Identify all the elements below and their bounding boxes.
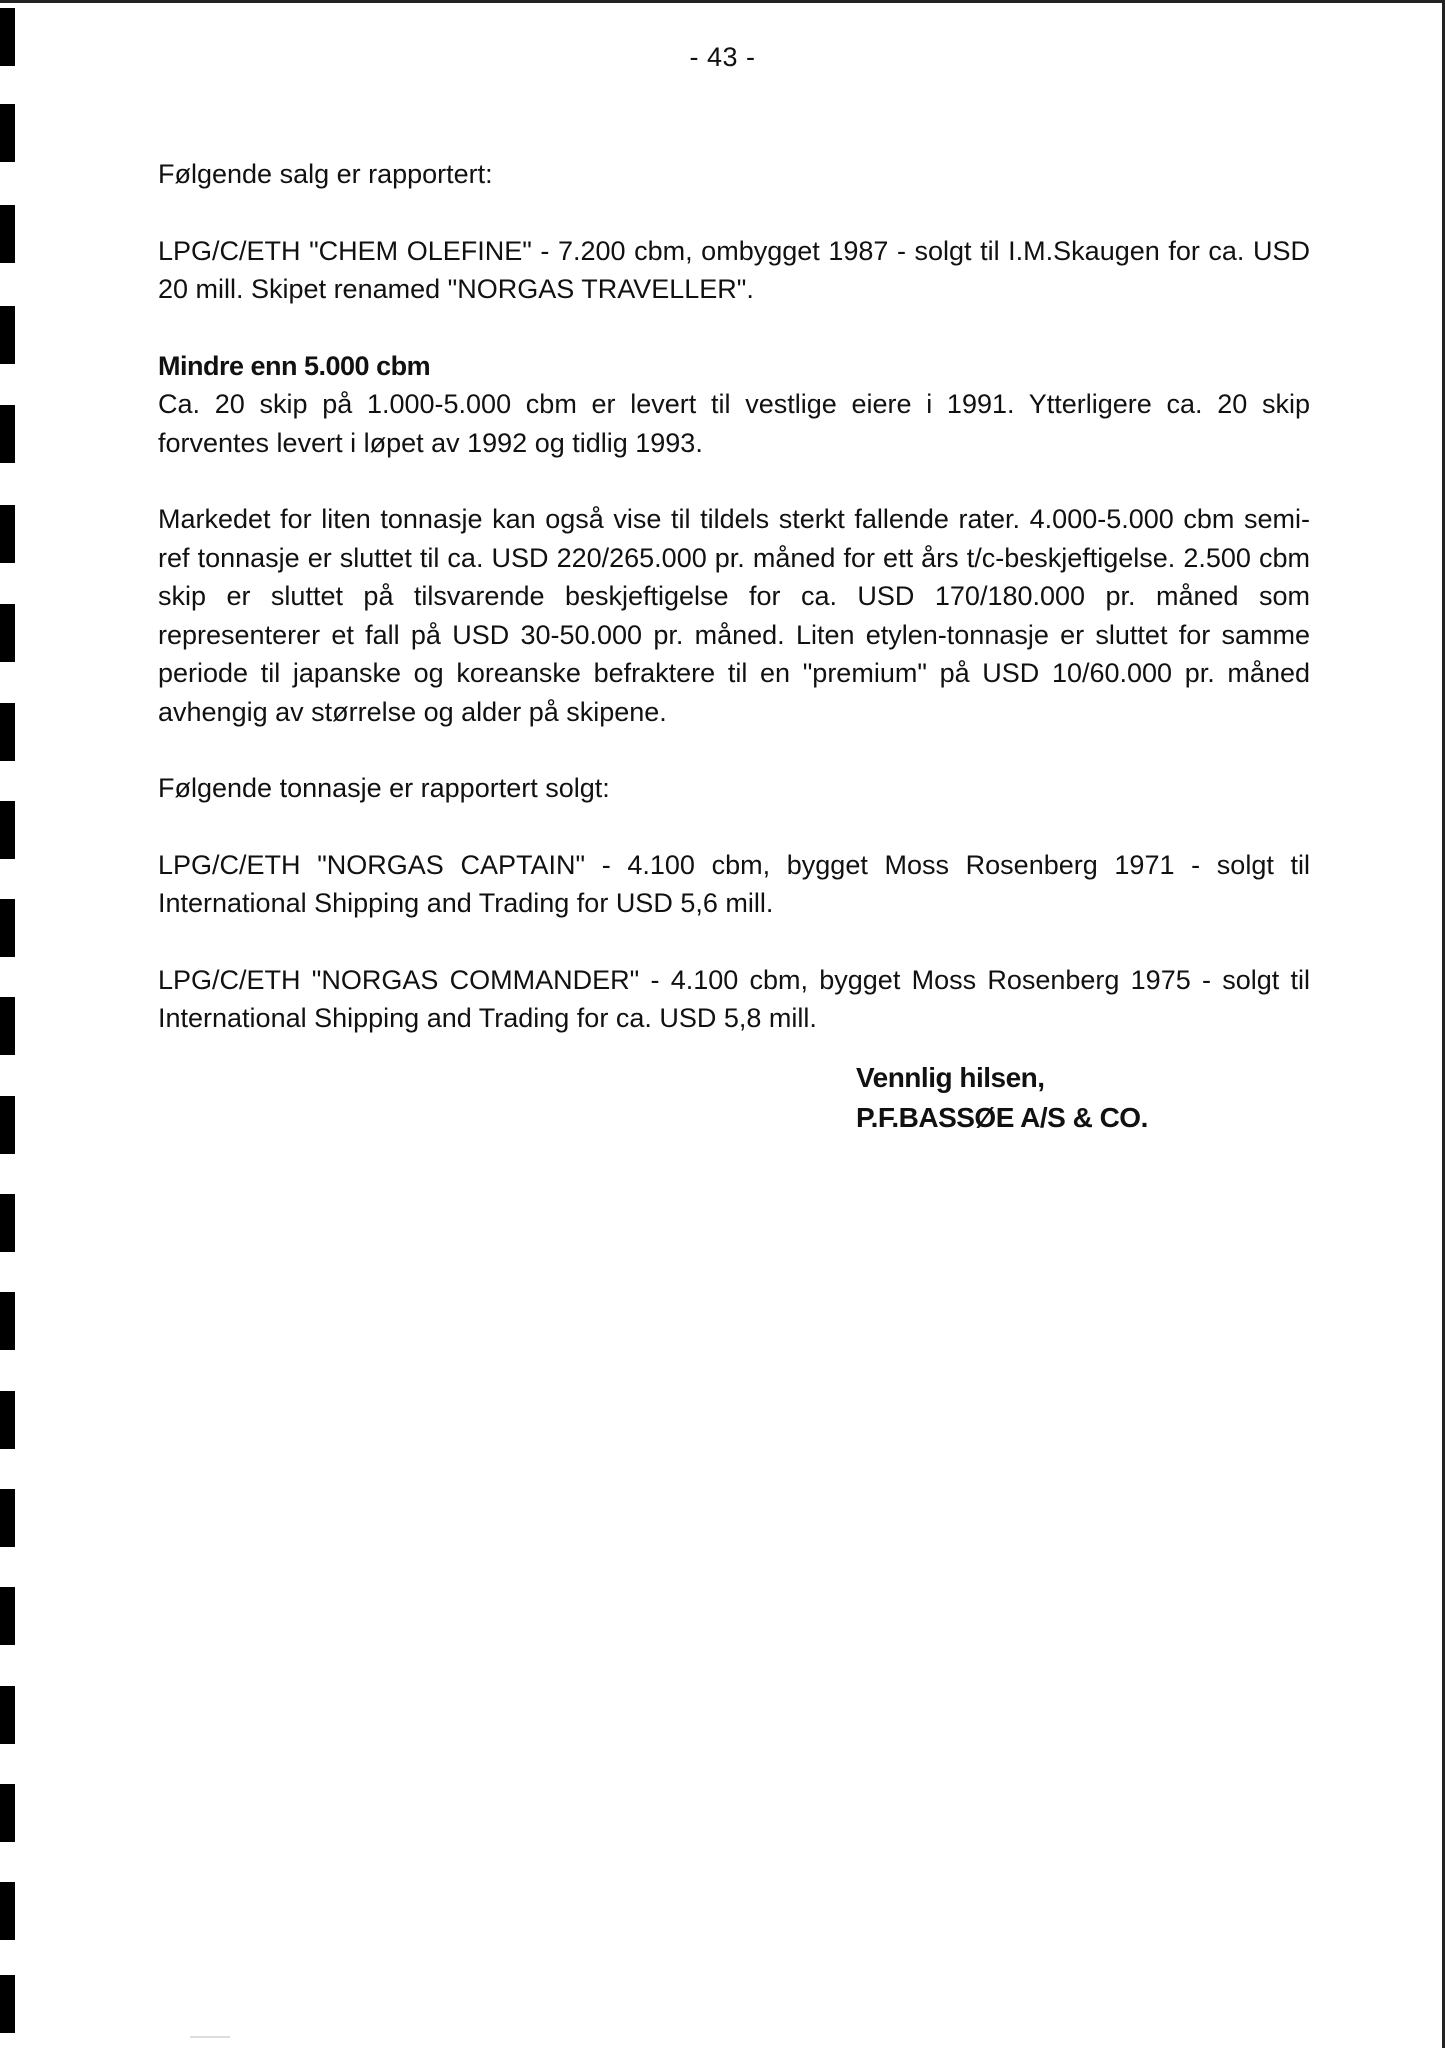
sale-paragraph-norgas-captain: LPG/C/ETH "NORGAS CAPTAIN" - 4.100 cbm, bygget Moss Rosenberg 1971 - solgt til International Shipping and Trading for USD 5,6 mill. xyxy=(158,849,1310,918)
market-paragraph: Markedet for liten tonnasje kan også vise til tildels sterkt fallende rater. 4.000-5.000 cbm semi-ref tonnasje er sluttet til ca. USD 220/265.000 pr. måned for ett års t/c-beskjeftigelse. 2.500 cbm skip er sluttet på tilsvarende beskjeftigelse for ca. USD 170/180.000 pr. måned som representerer et fall på USD 30-50.000 pr. måned. Liten etylen-tonnasje er sluttet for samme periode til japanske og koreanske befraktere til en "premium" på USD 10/60.000 pr. måned avhengig av størrelse og alder på skipene. xyxy=(158,504,1310,727)
binder-punch-marks xyxy=(0,0,20,2048)
punch-mark xyxy=(0,1975,15,2033)
section-heading: Mindre enn 5.000 cbm xyxy=(158,350,431,381)
sale-paragraph-norgas-commander: LPG/C/ETH "NORGAS COMMANDER" - 4.100 cbm, bygget Moss Rosenberg 1975 - solgt til International Shipping and Trading for ca. USD 5,8 mill. xyxy=(158,964,1310,1033)
page-number: - 43 - xyxy=(689,42,756,72)
document-body xyxy=(158,155,1310,1038)
punch-mark xyxy=(0,1587,15,1645)
punch-mark xyxy=(0,801,15,859)
signature-block xyxy=(856,1058,1148,1138)
punch-mark xyxy=(0,1292,15,1350)
punch-mark xyxy=(0,104,15,162)
punch-mark xyxy=(0,899,15,957)
punch-mark xyxy=(0,1882,15,1940)
company-name: P.F.BASSØE A/S & CO. xyxy=(856,1102,1148,1133)
punch-mark xyxy=(0,703,15,761)
punch-mark xyxy=(0,1391,15,1449)
punch-mark xyxy=(0,205,15,263)
punch-mark xyxy=(0,505,15,563)
punch-mark xyxy=(0,1686,15,1744)
punch-mark xyxy=(0,1489,15,1547)
under-5000-paragraph: Ca. 20 skip på 1.000-5.000 cbm er levert til vestlige eiere i 1991. Ytterligere ca. 20 skip forventes levert i løpet av 1992 og tidlig 1993. xyxy=(158,389,1310,458)
sold-intro-paragraph: Følgende tonnasje er rapportert solgt: xyxy=(158,773,610,803)
scan-artifact xyxy=(190,2036,230,2038)
punch-mark xyxy=(0,405,15,463)
punch-mark xyxy=(0,1194,15,1252)
punch-mark xyxy=(0,306,15,364)
punch-mark xyxy=(0,1096,15,1154)
scan-border-top xyxy=(0,0,1445,3)
sale-paragraph-chem-olefine: LPG/C/ETH "CHEM OLEFINE" - 7.200 cbm, ombygget 1987 - solgt til I.M.Skaugen for ca. USD 20 mill. Skipet renamed "NORGAS TRAVELLER". xyxy=(158,235,1310,304)
closing-greeting: Vennlig hilsen, xyxy=(856,1062,1045,1093)
intro-paragraph: Følgende salg er rapportert: xyxy=(158,159,493,189)
punch-mark xyxy=(0,997,15,1055)
punch-mark xyxy=(0,1784,15,1842)
punch-mark xyxy=(0,604,15,662)
